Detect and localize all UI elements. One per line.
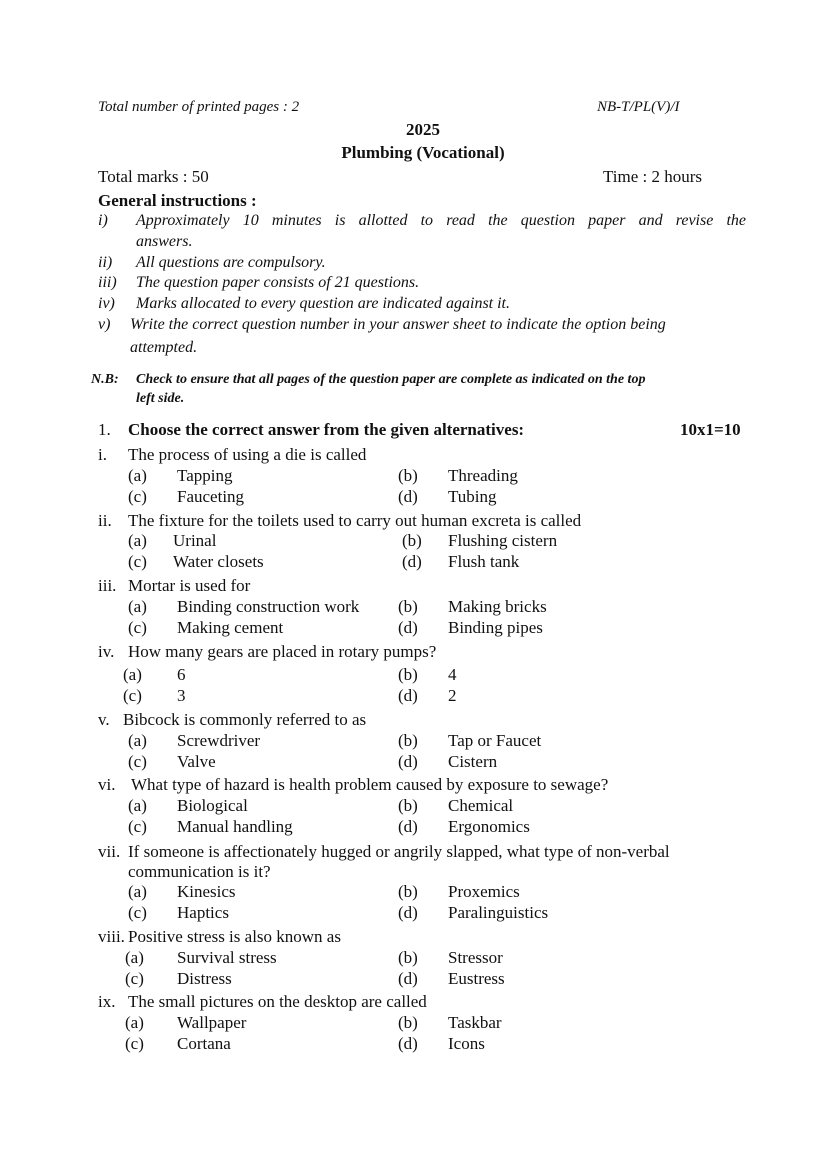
question-text: The small pictures on the desktop are called: [128, 992, 427, 1011]
section-marks: 10x1=10: [680, 420, 741, 439]
option-c: Haptics: [177, 903, 229, 922]
option-d: Flush tank: [448, 552, 520, 571]
option-label-d: (d): [398, 969, 418, 988]
option-b: Threading: [448, 466, 518, 485]
question-number: iv.: [98, 642, 115, 661]
option-label-a: (a): [128, 466, 147, 485]
option-label-a: (a): [128, 731, 147, 750]
question-number: i.: [98, 445, 107, 464]
option-label-d: (d): [398, 487, 418, 506]
question-number: iii.: [98, 576, 117, 595]
option-label-a: (a): [125, 1013, 144, 1032]
total-marks: Total marks : 50: [98, 167, 209, 186]
option-label-c: (c): [128, 817, 147, 836]
option-a: Kinesics: [177, 882, 236, 901]
option-b: Stressor: [448, 948, 503, 967]
option-label-c: (c): [123, 686, 142, 705]
option-c: Cortana: [177, 1034, 231, 1053]
question-number: viii.: [98, 927, 125, 946]
option-label-a: (a): [128, 796, 147, 815]
instruction-text: Approximately 10 minutes is allotted to read the question paper and revise the: [136, 212, 746, 229]
option-c: Fauceting: [177, 487, 245, 506]
option-a: Urinal: [173, 531, 217, 550]
time-allowed: Time : 2 hours: [603, 167, 703, 186]
option-label-b: (b): [398, 665, 418, 684]
question-number: vii.: [98, 842, 121, 861]
question-text: What type of hazard is health problem caused by exposure to sewage?: [131, 775, 609, 794]
option-b: Making bricks: [448, 597, 547, 616]
option-d: Cistern: [448, 752, 498, 771]
nb-text: Check to ensure that all pages of the question paper are complete as indicated on the top: [136, 372, 646, 387]
option-d: Paralinguistics: [448, 903, 549, 922]
option-d: Eustress: [448, 969, 505, 988]
option-label-b: (b): [398, 1013, 418, 1032]
option-a: 6: [177, 665, 186, 684]
option-label-d: (d): [402, 552, 422, 571]
question-number: ii.: [98, 511, 112, 530]
question-text: Bibcock is commonly referred to as: [123, 710, 367, 729]
nb-text-cont: left side.: [136, 391, 185, 406]
question-text: The process of using a die is called: [128, 445, 367, 464]
option-c: 3: [177, 686, 186, 705]
option-a: Binding construction work: [177, 597, 360, 616]
instruction-text: The question paper consists of 21 questions.: [136, 274, 420, 291]
instruction-number: iii): [98, 274, 117, 291]
option-label-b: (b): [398, 731, 418, 750]
option-label-d: (d): [398, 618, 418, 637]
instruction-text: Marks allocated to every question are indicated against it.: [136, 295, 510, 312]
instruction-text-cont: attempted.: [130, 339, 198, 356]
instruction-number: ii): [98, 254, 113, 271]
option-b: 4: [448, 665, 457, 684]
option-label-a: (a): [128, 882, 147, 901]
instruction-text: Write the correct question number in your answer sheet to indicate the option being: [130, 316, 666, 333]
section-number: 1.: [98, 420, 111, 439]
option-label-d: (d): [398, 1034, 418, 1053]
option-a: Survival stress: [177, 948, 277, 967]
instruction-number: i): [98, 212, 108, 229]
question-text: If someone is affectionately hugged or angrily slapped, what type of non-verbal: [128, 842, 670, 861]
option-d: Binding pipes: [448, 618, 543, 637]
option-label-d: (d): [398, 817, 418, 836]
option-label-b: (b): [398, 882, 418, 901]
option-label-d: (d): [398, 686, 418, 705]
question-text: The fixture for the toilets used to carry out human excreta is called: [128, 511, 582, 530]
option-label-a: (a): [128, 531, 147, 550]
nb-label: N.B:: [91, 372, 119, 387]
option-d: 2: [448, 686, 457, 705]
instruction-text: All questions are compulsory.: [136, 254, 326, 271]
option-b: Flushing cistern: [448, 531, 558, 550]
option-b: Taskbar: [448, 1013, 502, 1032]
option-a: Biological: [177, 796, 248, 815]
instruction-text-cont: answers.: [136, 233, 193, 250]
option-a: Screwdriver: [177, 731, 261, 750]
option-b: Proxemics: [448, 882, 520, 901]
question-text: How many gears are placed in rotary pumps?: [128, 642, 437, 661]
option-label-c: (c): [128, 552, 147, 571]
question-text: Mortar is used for: [128, 576, 251, 595]
instruction-number: v): [98, 316, 111, 333]
option-label-c: (c): [128, 487, 147, 506]
option-label-a: (a): [128, 597, 147, 616]
option-label-a: (a): [123, 665, 142, 684]
option-a: Tapping: [177, 466, 233, 485]
option-c: Distress: [177, 969, 232, 988]
question-number: v.: [98, 710, 110, 729]
option-label-a: (a): [125, 948, 144, 967]
option-label-b: (b): [398, 466, 418, 485]
question-number: ix.: [98, 992, 116, 1011]
option-c: Manual handling: [177, 817, 293, 836]
option-label-c: (c): [128, 752, 147, 771]
option-c: Valve: [177, 752, 216, 771]
subject-title: Plumbing (Vocational): [341, 143, 505, 162]
exam-year: 2025: [406, 120, 440, 139]
option-label-b: (b): [398, 796, 418, 815]
paper-code: NB-T/PL(V)/I: [597, 99, 680, 115]
option-label-b: (b): [398, 948, 418, 967]
option-label-b: (b): [402, 531, 422, 550]
option-label-c: (c): [128, 903, 147, 922]
option-label-d: (d): [398, 752, 418, 771]
option-label-c: (c): [125, 969, 144, 988]
option-c: Making cement: [177, 618, 284, 637]
option-d: Tubing: [448, 487, 497, 506]
option-label-c: (c): [125, 1034, 144, 1053]
instruction-number: iv): [98, 295, 115, 312]
question-number: vi.: [98, 775, 116, 794]
option-d: Icons: [448, 1034, 485, 1053]
option-b: Tap or Faucet: [448, 731, 542, 750]
question-text: Positive stress is also known as: [128, 927, 341, 946]
option-label-d: (d): [398, 903, 418, 922]
option-label-b: (b): [398, 597, 418, 616]
option-b: Chemical: [448, 796, 514, 815]
section-title: Choose the correct answer from the given alternatives:: [128, 420, 525, 439]
question-text-cont: communication is it?: [128, 862, 271, 881]
printed-pages-note: Total number of printed pages : 2: [98, 99, 300, 115]
option-d: Ergonomics: [448, 817, 530, 836]
option-label-c: (c): [128, 618, 147, 637]
instructions-heading: General instructions :: [98, 191, 257, 210]
option-a: Wallpaper: [177, 1013, 247, 1032]
option-c: Water closets: [173, 552, 264, 571]
